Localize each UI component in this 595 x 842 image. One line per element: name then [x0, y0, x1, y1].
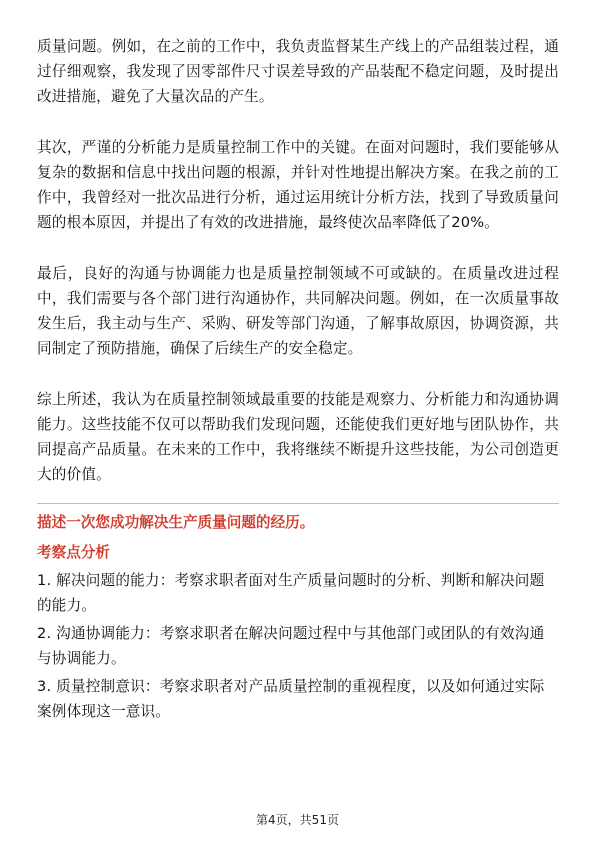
analysis-item-problem-solving: 1. 解决问题的能力：考察求职者面对生产质量问题时的分析、判断和解决问题的能力。	[37, 572, 545, 614]
analysis-heading: 考察点分析	[37, 544, 110, 561]
paragraph-analysis-skill: 其次，严谨的分析能力是质量控制工作中的关键。在面对问题时，我们要能够从复杂的数据和信息中找出问题的根源，并针对性地提出解决方案。在我之前的工作中，我曾经对一批次品进行分析，通过运用统计分析方法，找到了导致质量问题的根本原因，并提出了有效的改进措施，最终使次品率降低了20%。	[37, 139, 559, 231]
paragraph-communication-skill: 最后，良好的沟通与协调能力也是质量控制领域不可或缺的。在质量改进过程中，我们需要与各个部门进行沟通协作，共同解决问题。例如，在一次质量事故发生后，我主动与生产、采购、研发等部门沟通，了解事故原因，协调资源，共同制定了预防措施，确保了后续生产的安全稳定。	[37, 265, 559, 357]
analysis-list	[37, 568, 559, 724]
section-divider	[37, 503, 559, 504]
paragraph-conclusion: 综上所述，我认为在质量控制领域最重要的技能是观察力、分析能力和沟通协调能力。这些技能不仅可以帮助我们发现问题，还能使我们更好地与团队协作，共同提高产品质量。在未来的工作中，我将继续不断提升这些技能，为公司创造更大的价值。	[37, 391, 559, 483]
interview-question: 描述一次您成功解决生产质量问题的经历。	[37, 514, 315, 531]
analysis-item-communication: 2. 沟通协调能力：考察求职者在解决问题过程中与其他部门或团队的有效沟通与协调能力。	[37, 625, 545, 667]
page-content	[37, 34, 559, 727]
page-number-footer: 第4页，共51页	[256, 813, 339, 827]
analysis-item-quality-awareness: 3. 质量控制意识：考察求职者对产品质量控制的重视程度，以及如何通过实际案例体现这一意识。	[37, 678, 545, 720]
paragraph-observation-example: 质量问题。例如，在之前的工作中，我负责监督某生产线上的产品组装过程，通过仔细观察，我发现了因零部件尺寸误差导致的产品装配不稳定问题，及时提出改进措施，避免了大量次品的产生。	[37, 38, 559, 105]
